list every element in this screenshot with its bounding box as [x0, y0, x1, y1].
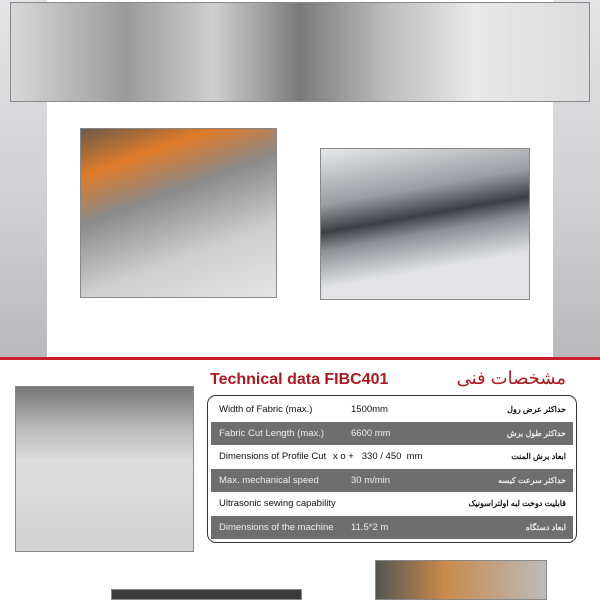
spec-table — [207, 395, 577, 543]
spec-label: Max. mechanical speed — [219, 474, 319, 486]
spec-label: Width of Fabric (max.) — [219, 404, 313, 416]
technical-data-title-fa: مشخصات فنی — [456, 368, 566, 388]
spec-row — [211, 492, 573, 516]
spec-row — [211, 516, 573, 540]
spec-label: Dimensions of Profile Cut — [219, 451, 327, 463]
spec-label: Ultrasonic sewing capability — [219, 498, 336, 510]
spec-value: 6600 mm — [351, 427, 391, 439]
bottom-photo-left — [111, 589, 302, 600]
spec-label: Fabric Cut Length (max.) — [219, 427, 325, 439]
spec-row — [211, 445, 573, 469]
spec-label-fa: قابلیت دوخت لبه اولتراسونیک — [468, 499, 566, 509]
red-divider — [0, 357, 600, 360]
spec-label-fa: ابعاد برش المنت — [511, 452, 566, 462]
spec-row — [211, 398, 573, 422]
spec-label-fa: حداکثر طول برش — [506, 428, 566, 438]
roller-photo — [320, 148, 530, 300]
spec-row — [211, 469, 573, 493]
spec-label-fa: حداکثر سرعت کیسه — [498, 475, 566, 485]
spec-label-fa: ابعاد دستگاه — [525, 522, 566, 532]
bottom-photo-right — [375, 560, 547, 600]
marker-pen-photo — [15, 386, 194, 552]
machine-photo — [10, 2, 590, 102]
spec-value: x o + 330 / 450 mm — [333, 451, 423, 463]
technical-data-title: Technical data FIBC401 — [210, 371, 389, 388]
spec-value: 1500mm — [351, 404, 388, 416]
spec-row — [211, 422, 573, 446]
spec-value: 30 m/min — [351, 474, 391, 486]
spec-label: Dimensions of the machine — [219, 521, 334, 533]
spec-value: 11.5*2 m — [351, 521, 389, 533]
cutting-head-photo — [80, 128, 277, 298]
spec-label-fa: حداکثر عرض رول — [507, 405, 566, 415]
